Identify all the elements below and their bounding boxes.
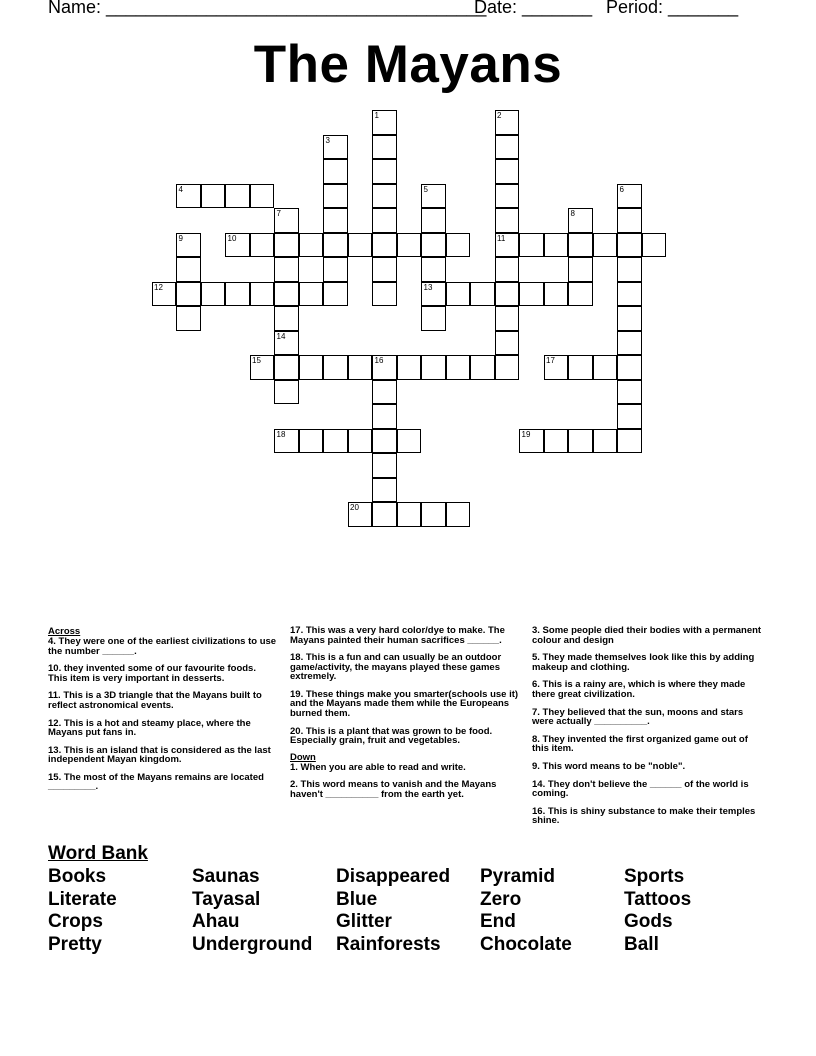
crossword-cell[interactable] [176,306,201,331]
crossword-cell[interactable] [323,233,348,258]
clue-number: 7 [276,209,281,218]
crossword-cell[interactable] [299,233,324,258]
crossword-cell[interactable] [323,184,348,209]
word-bank-item: Disappeared [336,866,451,887]
crossword-cell[interactable] [274,208,299,233]
clue-number: 10 [227,233,237,243]
crossword-cell[interactable] [642,233,667,258]
clues-column-1 [48,626,278,800]
down-heading: Down [290,751,316,763]
crossword-cell[interactable] [495,184,520,209]
word-bank-item: Gods [624,911,673,933]
word-bank-item: Literate [48,888,117,910]
clue-17: 17. This was a very hard color/dye to make. The Mayans painted their human sacrifices ______. [290,625,505,646]
clue-number: 20 [350,503,359,512]
crossword-cell[interactable] [446,282,471,307]
crossword-cell[interactable] [372,257,397,282]
word-bank-item: Crops [48,911,103,933]
crossword-cell[interactable] [397,502,422,527]
clue-10: 10. they invented some of our favourite foods. This item is very important in desserts. [48,663,256,684]
crossword-cell[interactable] [372,135,397,160]
crossword-cell[interactable] [372,282,397,307]
clue-number: 2 [497,111,502,120]
crossword-cell[interactable] [495,208,520,233]
crossword-cell[interactable] [495,233,520,258]
word-bank-item: Saunas [192,866,260,887]
crossword-cell[interactable] [176,233,201,258]
clue-number: 19 [521,429,531,439]
crossword-cell[interactable] [372,478,397,503]
word-bank-item: Sports [624,866,685,887]
crossword-cell[interactable] [568,257,593,282]
clue-9: 9. This word means to be "noble". [532,760,686,772]
word-bank-item: Pyramid [480,866,555,887]
word-bank-item: Pretty [48,933,102,955]
clue-20: 20. This is a plant that was grown to be food. Especially grain, fruit and vegetables. [290,725,493,747]
crossword-cell[interactable] [495,306,520,331]
crossword-cell[interactable] [323,208,348,233]
crossword-cell[interactable] [323,282,348,307]
crossword-cell[interactable] [201,184,226,209]
crossword-cell[interactable] [323,429,348,454]
crossword-cell[interactable] [446,355,471,380]
crossword-cell[interactable] [470,355,495,380]
crossword-cell[interactable] [568,429,593,454]
crossword-cell[interactable] [274,233,299,258]
word-bank-item: Underground [192,933,313,955]
crossword-cell[interactable] [274,306,299,331]
crossword-cell[interactable] [495,331,520,356]
crossword-cell[interactable] [372,110,397,135]
word-bank-item: Ahau [192,911,240,933]
crossword-cell[interactable] [617,282,642,307]
crossword-cell[interactable] [568,208,593,233]
clue-number: 12 [154,282,163,292]
crossword-cell[interactable] [617,208,642,233]
crossword-cell[interactable] [593,355,618,380]
clues-column-3 [532,626,762,834]
crossword-cell[interactable] [152,282,177,307]
period-field[interactable]: Period: _______ [606,0,739,17]
clue-8: 8. They invented the first organized game out of this item. [532,733,748,755]
crossword-cell[interactable] [372,233,397,258]
crossword-cell[interactable] [617,306,642,331]
crossword-cell[interactable] [397,233,422,258]
crossword-cell[interactable] [250,184,275,209]
word-bank-item: Books [48,866,107,887]
clue-number: 4 [178,184,183,194]
crossword-cell[interactable] [593,429,618,454]
page-title: The Mayans [253,35,563,94]
clue-3: 3. Some people died their bodies with a permanent colour and design [532,625,762,646]
crossword-cell[interactable] [372,159,397,184]
crossword-cell[interactable] [372,429,397,454]
word-bank-item: Tattoos [624,888,692,910]
clue-1: 1. When you are able to read and write. [290,761,466,773]
crossword-cell[interactable] [225,233,250,258]
crossword-cell[interactable] [617,331,642,356]
crossword-cell[interactable] [446,233,471,258]
crossword-cell[interactable] [519,429,544,454]
crossword-cell[interactable] [372,453,397,478]
crossword-cell[interactable] [617,355,642,380]
crossword-cell[interactable] [274,257,299,282]
word-bank-item: Blue [336,888,378,910]
word-bank [48,842,768,955]
crossword-cell[interactable] [225,282,250,307]
crossword-cell[interactable] [421,233,446,258]
clue-number: 16 [374,356,384,365]
crossword-cell[interactable] [421,208,446,233]
word-bank-item: Tayasal [192,888,261,910]
crossword-cell[interactable] [544,282,569,307]
across-heading: Across [48,626,81,637]
crossword-cell[interactable] [617,429,642,454]
crossword-cell[interactable] [544,355,569,380]
crossword-cell[interactable] [593,233,618,258]
crossword-cell[interactable] [519,233,544,258]
name-field[interactable]: Name: ______________________________________ [48,0,487,17]
clue-number: 3 [325,135,330,145]
crossword-cell[interactable] [323,159,348,184]
word-bank-item: Chocolate [480,933,572,955]
crossword-cell[interactable] [274,380,299,405]
crossword-cell[interactable] [176,282,201,307]
crossword-cell[interactable] [348,355,373,380]
clue-number: 18 [276,429,286,439]
crossword-cell[interactable] [372,208,397,233]
date-field[interactable]: Date: _______ [474,0,593,17]
clue-2: 2. This word means to vanish and the Mayans haven't __________ from the earth yet. [290,779,497,800]
crossword-cell[interactable] [372,502,397,527]
word-bank-item: Ball [624,933,659,955]
crossword-cell[interactable] [323,257,348,282]
word-bank-item: End [480,911,516,933]
crossword-cell[interactable] [372,184,397,209]
crossword-cell[interactable] [348,502,373,527]
crossword-cell[interactable] [250,282,275,307]
clue-number: 5 [423,184,428,194]
crossword-cell[interactable] [397,429,422,454]
clue-14: 14. They don't believe the ______ of the world is coming. [532,778,749,800]
crossword-cell[interactable] [495,355,520,380]
clues-section [48,626,768,836]
crossword-cell[interactable] [421,282,446,307]
crossword-cell[interactable] [617,404,642,429]
clue-5: 5. They made themselves look like this by adding makeup and clothing. [532,652,755,673]
crossword-cell[interactable] [250,233,275,258]
crossword-cell[interactable] [201,282,226,307]
crossword-cell[interactable] [617,380,642,405]
word-bank-heading: Word Bank [48,843,148,864]
clue-number: 8 [570,209,575,218]
crossword-cell[interactable] [495,282,520,307]
crossword-cell[interactable] [617,184,642,209]
crossword-cell[interactable] [323,355,348,380]
crossword-cell[interactable] [421,502,446,527]
crossword-cell[interactable] [397,355,422,380]
clue-number: 6 [619,184,624,194]
clue-18: 18. This is a fun and can usually be an outdoor game/activity, the mayans played these games extremely. [290,652,502,683]
word-bank-item: Glitter [336,911,392,933]
crossword-cell[interactable] [348,233,373,258]
clue-number: 15 [252,356,261,365]
clue-12: 12. This is a hot and steamy place, where the Mayans put fans in. [48,717,251,739]
crossword-cell[interactable] [495,159,520,184]
crossword-cell[interactable] [617,257,642,282]
crossword-cell[interactable] [299,355,324,380]
crossword-cell[interactable] [323,135,348,160]
crossword-cell[interactable] [568,282,593,307]
clue-number: 17 [546,356,555,365]
crossword-cell[interactable] [348,429,373,454]
clue-number: 11 [497,233,506,243]
crossword-cell[interactable] [495,257,520,282]
crossword-cell[interactable] [470,282,495,307]
crossword-cell[interactable] [544,233,569,258]
crossword-cell[interactable] [250,355,275,380]
crossword-cell[interactable] [372,355,397,380]
clue-number: 14 [276,331,286,341]
crossword-cell[interactable] [568,355,593,380]
crossword-cell[interactable] [495,110,520,135]
clue-7: 7. They believed that the sun, moons and stars were actually __________. [532,706,744,728]
clue-19: 19. These things make you smarter(schools use it) and the Mayans made them while the Europeans burned them. [290,688,519,719]
clue-6: 6. This is a rainy are, which is where they made there great civilization. [532,679,746,700]
crossword-cell[interactable] [495,135,520,160]
crossword-cell[interactable] [372,404,397,429]
crossword-cell[interactable] [421,184,446,209]
clues-column-2 [290,626,520,808]
crossword-cell[interactable] [299,282,324,307]
clue-number: 1 [374,111,379,120]
crossword-cell[interactable] [446,502,471,527]
crossword-cell[interactable] [421,257,446,282]
crossword-cell[interactable] [274,429,299,454]
crossword-cell[interactable] [274,331,299,356]
crossword-cell[interactable] [176,184,201,209]
crossword-cell[interactable] [519,282,544,307]
crossword-cell[interactable] [421,355,446,380]
word-bank-item: Zero [480,888,522,910]
crossword-cell[interactable] [299,429,324,454]
clue-number: 13 [423,282,433,292]
clue-16: 16. This is shiny substance to make their temples shine. [532,805,756,827]
word-bank-item: Rainforests [336,933,441,955]
clue-13: 13. This is an island that is considered as the last independent Mayan kingdom. [48,744,271,766]
crossword-cell[interactable] [176,257,201,282]
crossword-cell[interactable] [225,184,250,209]
crossword-cell[interactable] [274,282,299,307]
crossword-cell[interactable] [274,355,299,380]
crossword-cell[interactable] [568,233,593,258]
crossword-cell[interactable] [372,380,397,405]
crossword-cell[interactable] [421,306,446,331]
crossword-cell[interactable] [617,233,642,258]
crossword-cell[interactable] [544,429,569,454]
clue-15: 15. The most of the Mayans remains are located _________. [48,771,264,793]
clue-number: 9 [178,233,183,243]
clue-11: 11. This is a 3D triangle that the Mayans built to reflect astronomical events. [48,690,262,711]
clue-4: 4. They were one of the earliest civilizations to use the number ______. [48,636,277,657]
